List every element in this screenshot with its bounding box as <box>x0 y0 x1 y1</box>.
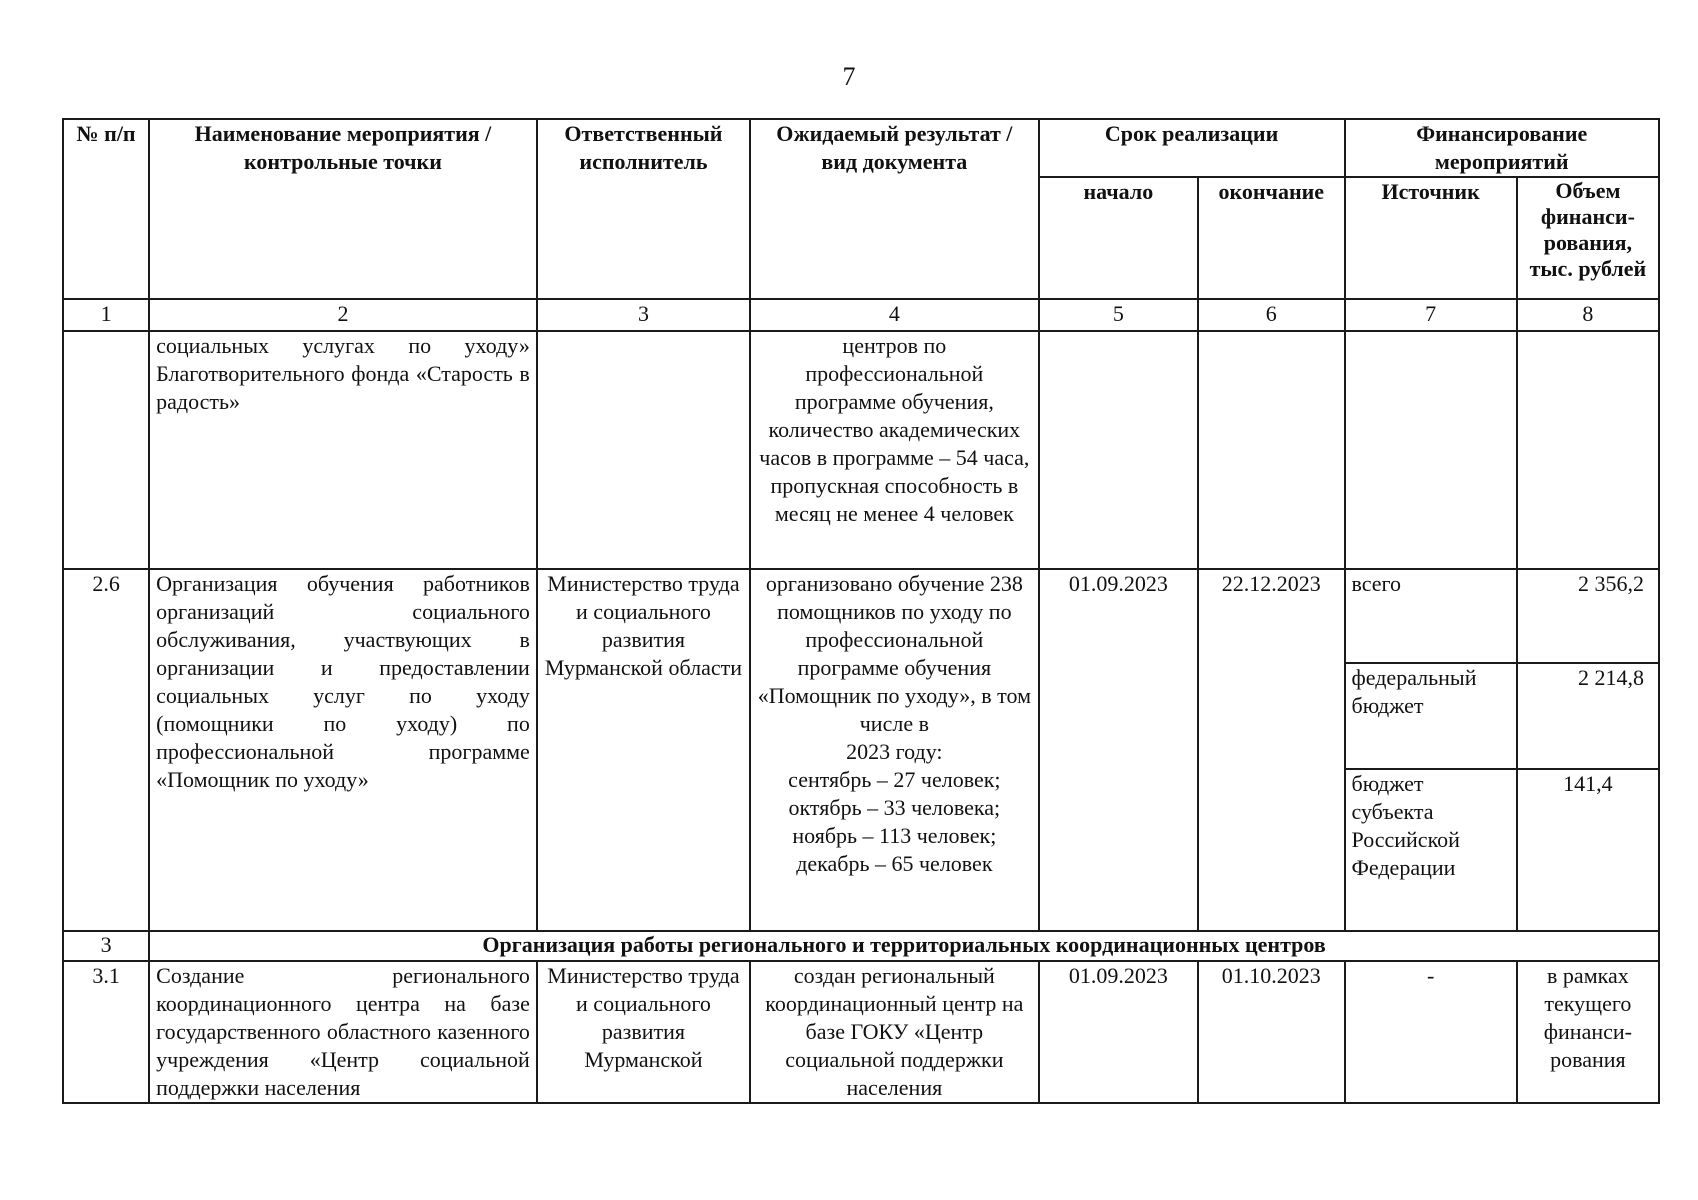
row-result: создан региональный координационный центр на базе ГОКУ «Центр социальной поддержки населения <box>750 961 1039 1103</box>
column-number: 7 <box>1345 299 1517 331</box>
header-name: Наименование мероприятия / контрольные точки <box>149 119 537 299</box>
header-source: Источник <box>1345 177 1517 299</box>
header-num: № п/п <box>63 119 149 299</box>
row-result <box>750 569 1039 931</box>
result-line: сентябрь – 27 человек; <box>788 767 1001 792</box>
section-title: Организация работы регионального и территориальных координационных центров <box>149 931 1659 961</box>
header-term-end: окончание <box>1198 177 1344 299</box>
result-line: декабрь – 65 человек <box>796 851 993 876</box>
row-executor: Министерство труда и социального развития Мурманской области <box>537 569 750 931</box>
financing-source: всего <box>1345 569 1517 663</box>
row-start <box>1039 331 1198 569</box>
row-num <box>63 331 149 569</box>
column-number: 6 <box>1198 299 1344 331</box>
column-number: 8 <box>1517 299 1659 331</box>
result-line: 2023 году: <box>846 739 943 764</box>
table-row-2-6 <box>63 569 1659 663</box>
result-line: ноябрь – 113 человек; <box>792 823 997 848</box>
row-executor <box>537 331 750 569</box>
table-row-continuation <box>63 331 1659 569</box>
row-start: 01.09.2023 <box>1039 569 1198 931</box>
header-volume: Объем финанси-рования, тыс. рублей <box>1517 177 1659 299</box>
row-num: 2.6 <box>63 569 149 931</box>
action-plan-table <box>62 118 1660 1104</box>
row-end: 01.10.2023 <box>1198 961 1344 1103</box>
column-number: 2 <box>149 299 537 331</box>
section-num: 3 <box>63 931 149 961</box>
row-result: центров по профессиональной программе обучения, количество академических часов в программе – 54 часа, пропускная способность в месяц не менее 4 человек <box>750 331 1039 569</box>
financing-source: бюджет субъекта Российской Федерации <box>1345 769 1517 931</box>
row-source: - <box>1345 961 1517 1103</box>
column-number: 4 <box>750 299 1039 331</box>
financing-volume: 2 214,8 <box>1517 663 1659 769</box>
row-name: Организация обучения работников организаций социального обслуживания, участвующих в организации и предоставлении социальных услуг по уходу (помощники по уходу) по профессиональной программе «Помощник по уходу» <box>149 569 537 931</box>
row-end <box>1198 331 1344 569</box>
row-volume: в рамках текущего финанси-рования <box>1517 961 1659 1103</box>
row-executor: Министерство труда и социального развития Мурманской <box>537 961 750 1103</box>
column-number: 5 <box>1039 299 1198 331</box>
row-name: Создание регионального координационного центра на базе государственного областного казенного учреждения «Центр социальной поддержки населения <box>149 961 537 1103</box>
result-line: октябрь – 33 человека; <box>788 795 1001 820</box>
result-line: организовано обучение 238 помощников по уходу по профессиональной программе обучения «Помощник по уходу», в том числе в <box>757 571 1032 736</box>
row-num: 3.1 <box>63 961 149 1103</box>
financing-source: федеральный бюджет <box>1345 663 1517 769</box>
header-result: Ожидаемый результат / вид документа <box>750 119 1039 299</box>
row-volume <box>1517 331 1659 569</box>
row-end: 22.12.2023 <box>1198 569 1344 931</box>
row-source <box>1345 331 1517 569</box>
column-number: 3 <box>537 299 750 331</box>
header-financing: Финансирование мероприятий <box>1345 119 1660 177</box>
financing-volume: 141,4 <box>1517 769 1659 931</box>
header-row <box>63 119 1659 177</box>
header-executor: Ответственный исполнитель <box>537 119 750 299</box>
table-row-3-1 <box>63 961 1659 1103</box>
financing-volume: 2 356,2 <box>1517 569 1659 663</box>
row-name: социальных услугах по уходу» Благотворительного фонда «Старость в радость» <box>149 331 537 569</box>
header-term-start: начало <box>1039 177 1198 299</box>
header-term: Срок реализации <box>1039 119 1345 177</box>
page-number: 7 <box>842 62 856 91</box>
row-start: 01.09.2023 <box>1039 961 1198 1103</box>
column-number: 1 <box>63 299 149 331</box>
column-number-row <box>63 299 1659 331</box>
section-row <box>63 931 1659 961</box>
